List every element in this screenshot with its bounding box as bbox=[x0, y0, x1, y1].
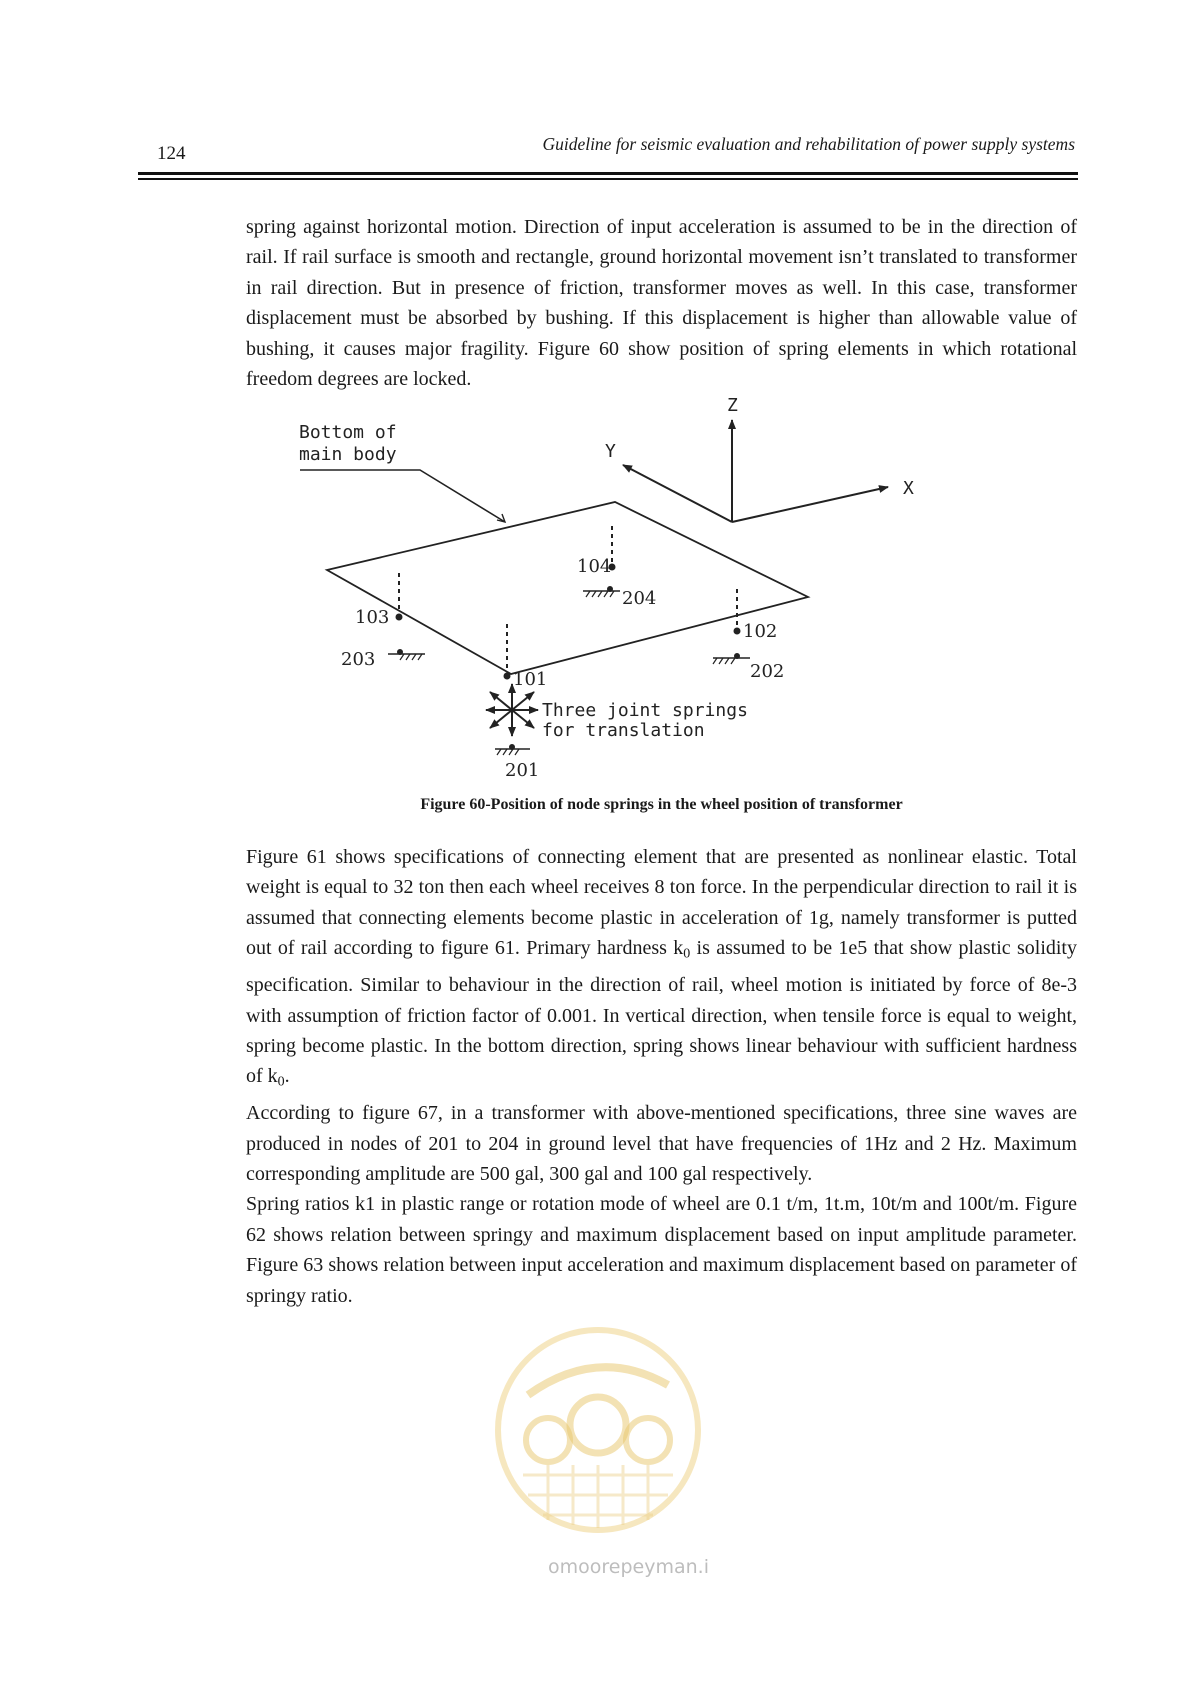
running-header: Guideline for seismic evaluation and rehabilitation of power supply systems bbox=[542, 134, 1075, 154]
paragraph-2 bbox=[246, 842, 1077, 1098]
paragraph-1 bbox=[246, 212, 1077, 394]
page-number: 124 bbox=[157, 143, 186, 164]
header-rule-thin bbox=[138, 178, 1078, 180]
y-axis-label: Y bbox=[605, 441, 616, 462]
paragraph-3: According to figure 67, in a transformer with above-mentioned specifications, three sine waves are produced in nodes of 201 to 204 in ground level that have frequencies of 1Hz and 2 Hz. Maximum corresponding amplitude are 500 gal, 300 gal and 100 gal respectively. bbox=[246, 1102, 1077, 1186]
figure-60 bbox=[290, 392, 930, 782]
paragraph-2-text-b: is assumed to be 1e5 that show plastic solidity specification. Similar to behaviour in the direction of rail, wheel motion is initiated by force of 8e-3 with assumption of friction factor of 0.001. In vertical direction, when tensile force is equal to weight, spring become plastic. In the bottom direction, spring shows linear behaviour with sufficient hardness of k bbox=[246, 937, 1077, 1088]
node-204-label: 204 bbox=[622, 588, 657, 609]
gear-icon bbox=[570, 1397, 626, 1453]
gear-icon bbox=[626, 1418, 670, 1462]
x-axis-label: X bbox=[903, 478, 914, 499]
subscript-zero: 0 bbox=[683, 946, 691, 962]
subscript-zero: 0 bbox=[277, 1074, 285, 1090]
paragraph-text: spring against horizontal motion. Direction of input acceleration is assumed to be in the direction of rail. If rail surface is smooth and rectangle, ground horizontal movement isn’t translated to transformer in rail direction. But in presence of friction, transformer moves as well. In this case, transformer displacement must be absorbed by bushing. If this displacement is higher than allowable value of bushing, it causes major fragility. Figure 60 show position of spring elements in which rotational freedom degrees are locked. bbox=[246, 216, 1077, 391]
node-103-label: 103 bbox=[355, 607, 390, 628]
paragraph-4: Spring ratios k1 in plastic range or rotation mode of wheel are 0.1 t/m, 1t.m, 10t/m and 100t/m. Figure 62 shows relation between springy and maximum displacement based on input amplitude parameter. Figure 63 shows relation between input acceleration and maximum displacement based on parameter of springy ratio. bbox=[246, 1193, 1077, 1307]
header-rule-thick bbox=[138, 172, 1078, 175]
springs-label-line2: for translation bbox=[542, 720, 705, 741]
text-block-2 bbox=[246, 842, 1077, 1311]
z-axis-label: Z bbox=[727, 395, 738, 416]
node-102-label: 102 bbox=[743, 621, 778, 642]
node-204-point bbox=[607, 586, 613, 592]
watermark-logo bbox=[488, 1325, 708, 1585]
watermark-site: omoorepeyman.ir bbox=[548, 1556, 708, 1578]
gear-icon bbox=[526, 1418, 570, 1462]
x-axis bbox=[732, 487, 888, 522]
body-leader-line bbox=[300, 470, 505, 522]
body-label-line1: Bottom of bbox=[299, 422, 397, 443]
ground-hatch-203 bbox=[400, 654, 422, 660]
ground-hatch-202 bbox=[713, 658, 735, 664]
node-101-point bbox=[504, 673, 511, 680]
node-202-label: 202 bbox=[750, 661, 785, 682]
node-104-label: 104 bbox=[577, 556, 612, 577]
node-102-point bbox=[734, 628, 741, 635]
paragraph-2-text-c: . bbox=[284, 1065, 290, 1088]
node-101-label: 101 bbox=[513, 669, 548, 690]
node-203-point bbox=[397, 649, 403, 655]
paragraph-2-text-a: Figure 61 shows specifications of connecting element that are presented as nonlinear elastic. Total weight is equal to 32 ton then each wheel receives 8 ton force. In the perpendicular direction to rail it is assumed that connecting elements become plastic in acceleration of 1g, namely transformer is putted out of rail according to figure 61. Primary hardness k bbox=[246, 846, 1077, 960]
main-body-bottom-plate bbox=[327, 502, 808, 674]
watermark bbox=[488, 1325, 708, 1585]
node-103-point bbox=[396, 614, 403, 621]
figure-caption: Figure 60-Position of node springs in the wheel position of transformer bbox=[420, 796, 903, 813]
spring-diagram bbox=[290, 392, 930, 782]
springs-label-line1: Three joint springs bbox=[542, 700, 748, 721]
node-202-point bbox=[734, 653, 740, 659]
node-201-label: 201 bbox=[505, 760, 540, 781]
watermark-swoosh bbox=[528, 1367, 668, 1395]
three-joint-springs-symbol bbox=[486, 684, 538, 736]
node-201-point bbox=[509, 744, 515, 750]
node-203-label: 203 bbox=[341, 649, 376, 670]
body-label-line2: main body bbox=[299, 444, 397, 465]
ground-hatch-201 bbox=[497, 749, 519, 755]
